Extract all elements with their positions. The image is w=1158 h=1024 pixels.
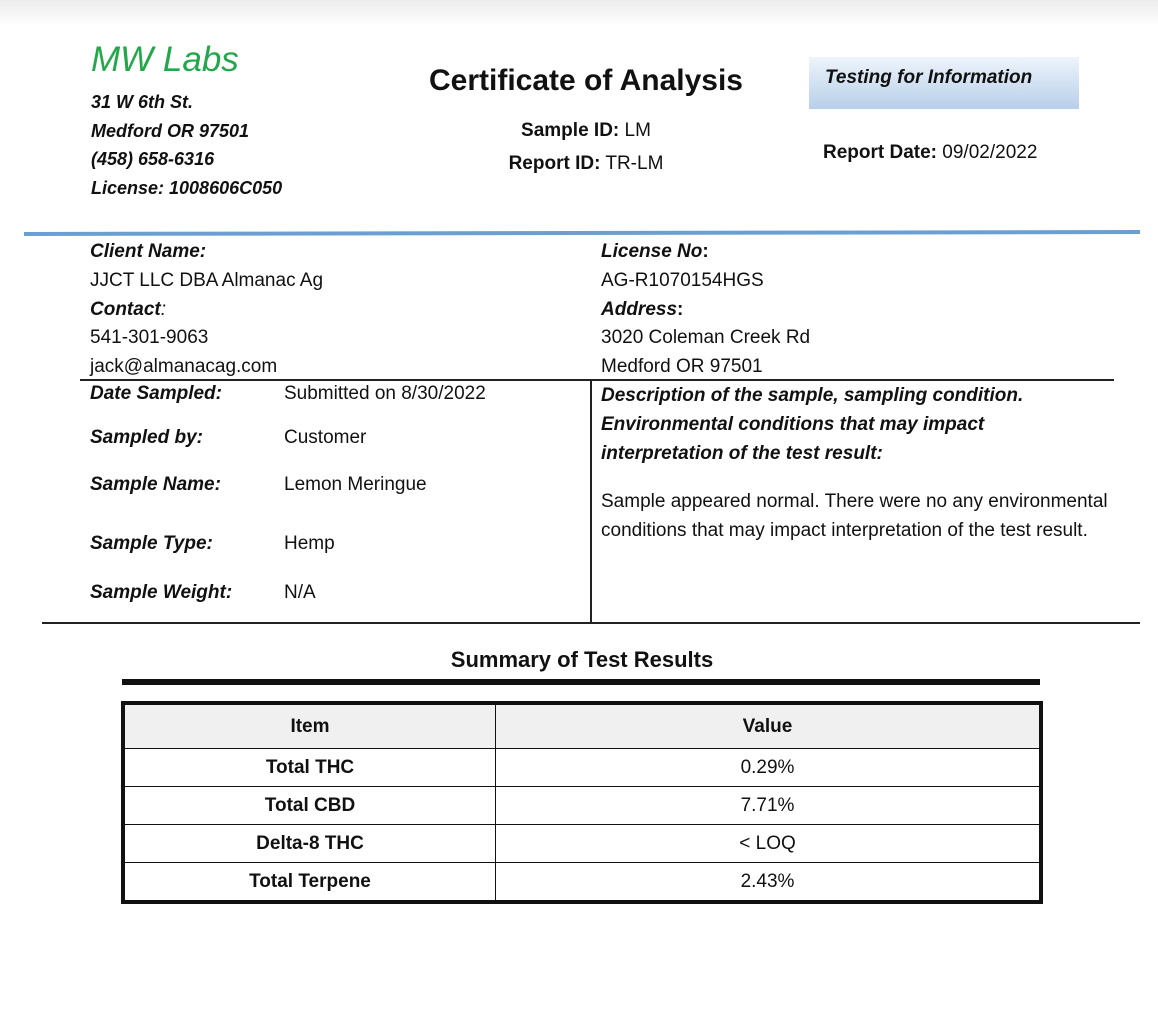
address-label: Address bbox=[601, 298, 678, 320]
date-sampled-row bbox=[90, 383, 486, 405]
license-label-line bbox=[601, 238, 810, 267]
sample-name-label: Sample Name: bbox=[90, 474, 221, 495]
date-sampled-value: Submitted on 8/30/2022 bbox=[284, 383, 486, 404]
sample-weight-value: N/A bbox=[284, 582, 316, 603]
results-table bbox=[121, 701, 1043, 904]
report-id-value: TR-LM bbox=[605, 153, 664, 174]
license-label: License No bbox=[601, 241, 703, 262]
client-info bbox=[90, 238, 323, 382]
license-info bbox=[601, 238, 810, 382]
client-email: jack@almanacag.com bbox=[90, 356, 278, 378]
result-value: < LOQ bbox=[496, 825, 1042, 863]
sample-weight-label: Sample Weight: bbox=[90, 582, 233, 603]
license-colon: : bbox=[702, 241, 709, 262]
results-header-row bbox=[123, 703, 1041, 749]
result-value: 0.29% bbox=[496, 749, 1042, 787]
sample-id-line bbox=[380, 114, 792, 147]
table-row bbox=[123, 825, 1041, 863]
sample-name-row bbox=[90, 474, 427, 496]
contact-label-line bbox=[90, 296, 323, 325]
report-date-value: 09/02/2022 bbox=[942, 142, 1038, 163]
item-column-header: Item bbox=[123, 703, 496, 749]
report-date-label: Report Date: bbox=[823, 142, 938, 163]
lab-license: License: 1008606C050 bbox=[91, 177, 283, 198]
sampled-by-label: Sampled by: bbox=[90, 427, 203, 448]
table-row bbox=[123, 749, 1041, 787]
result-item: Total CBD bbox=[123, 787, 496, 825]
lab-name: MW Labs bbox=[91, 40, 239, 79]
sample-type-value: Hemp bbox=[284, 533, 335, 554]
table-row bbox=[123, 787, 1041, 825]
license-number: AG-R1070154HGS bbox=[601, 269, 764, 291]
id-block bbox=[380, 114, 792, 180]
client-phone: 541-301-9063 bbox=[90, 327, 209, 349]
contact-colon: : bbox=[160, 298, 167, 320]
sample-bottom-rule bbox=[42, 622, 1140, 624]
sampled-by-row bbox=[90, 427, 366, 449]
lab-street: 31 W 6th St. bbox=[91, 92, 194, 112]
date-sampled-label: Date Sampled: bbox=[90, 383, 222, 404]
description-heading: Description of the sample, sampling condition. Environmental conditions that may impact interpretation of the test result: bbox=[601, 385, 1024, 464]
report-id-line bbox=[380, 147, 792, 180]
sample-id-label: Sample ID: bbox=[521, 120, 620, 141]
result-item: Total THC bbox=[123, 749, 496, 787]
address-colon: : bbox=[677, 298, 684, 320]
description-text: Sample appeared normal. There were no any environmental conditions that may impact interpretation of the test result. bbox=[601, 491, 1108, 541]
document-title: Certificate of Analysis bbox=[429, 64, 743, 97]
sample-id-value: LM bbox=[624, 120, 651, 141]
sampled-by-value: Customer bbox=[284, 427, 367, 448]
client-name: JJCT LLC DBA Almanac Ag bbox=[90, 269, 324, 291]
report-id-label: Report ID: bbox=[508, 153, 601, 174]
result-value: 2.43% bbox=[496, 863, 1042, 903]
lab-address bbox=[91, 88, 351, 202]
address-line-2: Medford OR 97501 bbox=[601, 356, 763, 378]
sample-name-value: Lemon Meringue bbox=[284, 474, 427, 495]
top-shadow bbox=[0, 0, 1158, 26]
summary-title: Summary of Test Results bbox=[450, 647, 714, 672]
result-value: 7.71% bbox=[496, 787, 1042, 825]
header-divider bbox=[24, 230, 1140, 236]
client-name-label: Client Name: bbox=[90, 241, 207, 262]
address-label-line bbox=[601, 296, 810, 325]
value-column-header: Value bbox=[496, 703, 1042, 749]
sample-type-label: Sample Type: bbox=[90, 533, 213, 554]
sample-weight-row bbox=[90, 582, 316, 604]
contact-label: Contact bbox=[90, 298, 161, 320]
table-row bbox=[123, 863, 1041, 903]
sample-type-row bbox=[90, 533, 335, 555]
address-line-1: 3020 Coleman Creek Rd bbox=[601, 327, 811, 349]
sample-column-divider bbox=[590, 380, 592, 623]
result-item: Delta-8 THC bbox=[123, 825, 496, 863]
report-date bbox=[823, 142, 1037, 164]
lab-city: Medford OR 97501 bbox=[91, 120, 250, 141]
result-item: Total Terpene bbox=[123, 863, 496, 903]
testing-badge: Testing for Information bbox=[809, 57, 1079, 109]
lab-phone: (458) 658-6316 bbox=[91, 149, 215, 169]
summary-rule bbox=[122, 679, 1040, 685]
